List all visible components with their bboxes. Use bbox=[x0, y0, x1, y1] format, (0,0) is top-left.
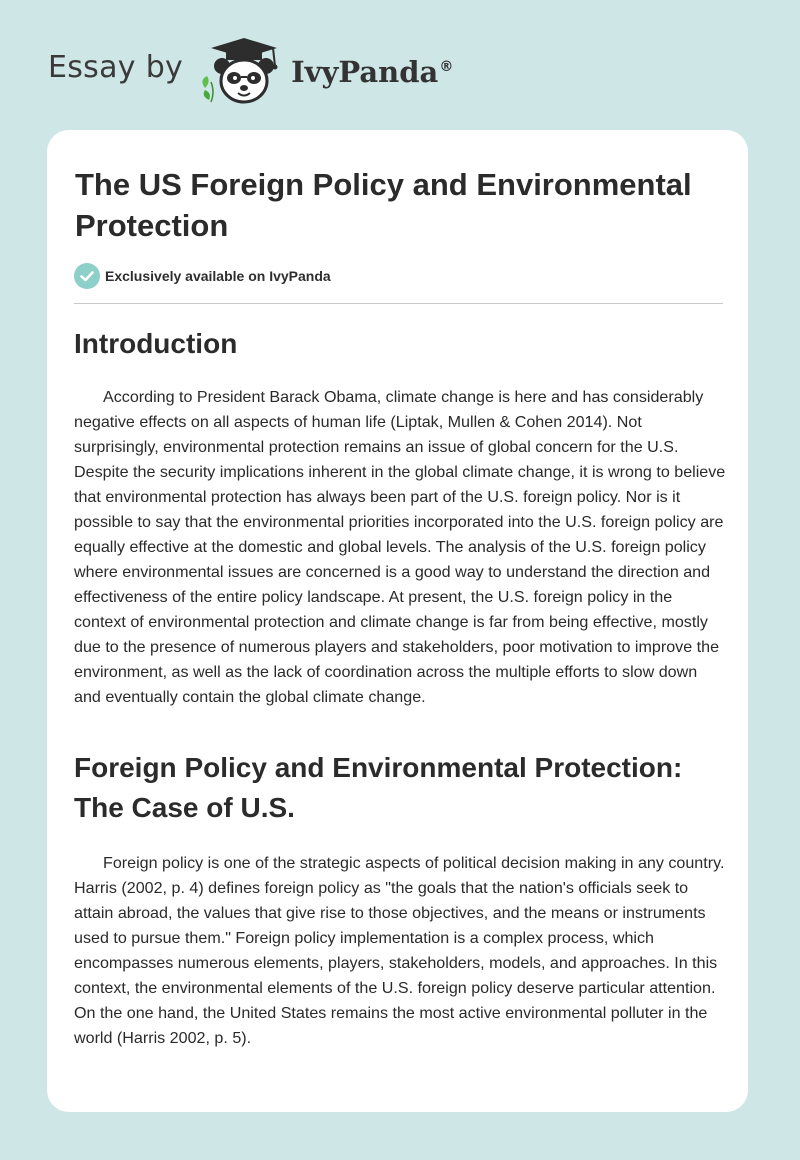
exclusive-badge-text: Exclusively available on IvyPanda bbox=[105, 268, 331, 284]
essay-title: The US Foreign Policy and Environmental Protection bbox=[75, 167, 692, 243]
brand-prefix: Essay by bbox=[48, 49, 184, 85]
section-heading-introduction: Introduction bbox=[74, 328, 238, 359]
section-paragraph-introduction: According to President Barack Obama, climate change is here and has considerably negative effects on all aspects of human life (Liptak, Mullen & Cohen 2014). Not surprisingly, environmental protection remains an issue of global concern for the U.S. Despite the security implications inherent in the global climate change, it is wrong to believe that environmental protection has always been part of the U.S. foreign policy. Nor is it possible to say that the environmental priorities incorporated into the U.S. foreign policy are equally effective at the domestic and global levels. The analysis of the U.S. foreign policy where environmental issues are concerned is a good way to understand the direction and effectiveness of the entire policy landscape. At present, the U.S. foreign policy in the context of environmental protection and climate change is far from being effective, mostly due to the presence of numerous players and stakeholders, poor motivation to improve the environment, as well as the lack of coordination across the multiple efforts to slow down and eventually contain the global climate change. bbox=[74, 388, 726, 706]
exclusive-badge bbox=[74, 263, 331, 289]
check-circle-icon bbox=[74, 263, 100, 289]
section-heading-foreign-policy: Foreign Policy and Environmental Protection: The Case of U.S. bbox=[74, 752, 683, 823]
brand-name[interactable]: IvyPanda® bbox=[291, 55, 454, 89]
essay-card bbox=[47, 130, 748, 1112]
panda-logo-icon[interactable] bbox=[197, 36, 289, 106]
title-divider bbox=[74, 303, 723, 304]
section-paragraph-foreign-policy: Foreign policy is one of the strategic aspects of political decision making in any country. Harris (2002, p. 4) defines foreign policy as "the goals that the nation's officials seek to attain abroad, the values that give rise to those objectives, and the means or instruments used to pursue them." Foreign policy implementation is a complex process, which encompasses numerous elements, players, stakeholders, models, and approaches. In this context, the environmental elements of the U.S. foreign policy deserve particular attention. On the one hand, the United States remains the most active environmental polluter in the world (Harris 2002, p. 5). bbox=[74, 854, 725, 1047]
brand-header bbox=[48, 36, 453, 106]
